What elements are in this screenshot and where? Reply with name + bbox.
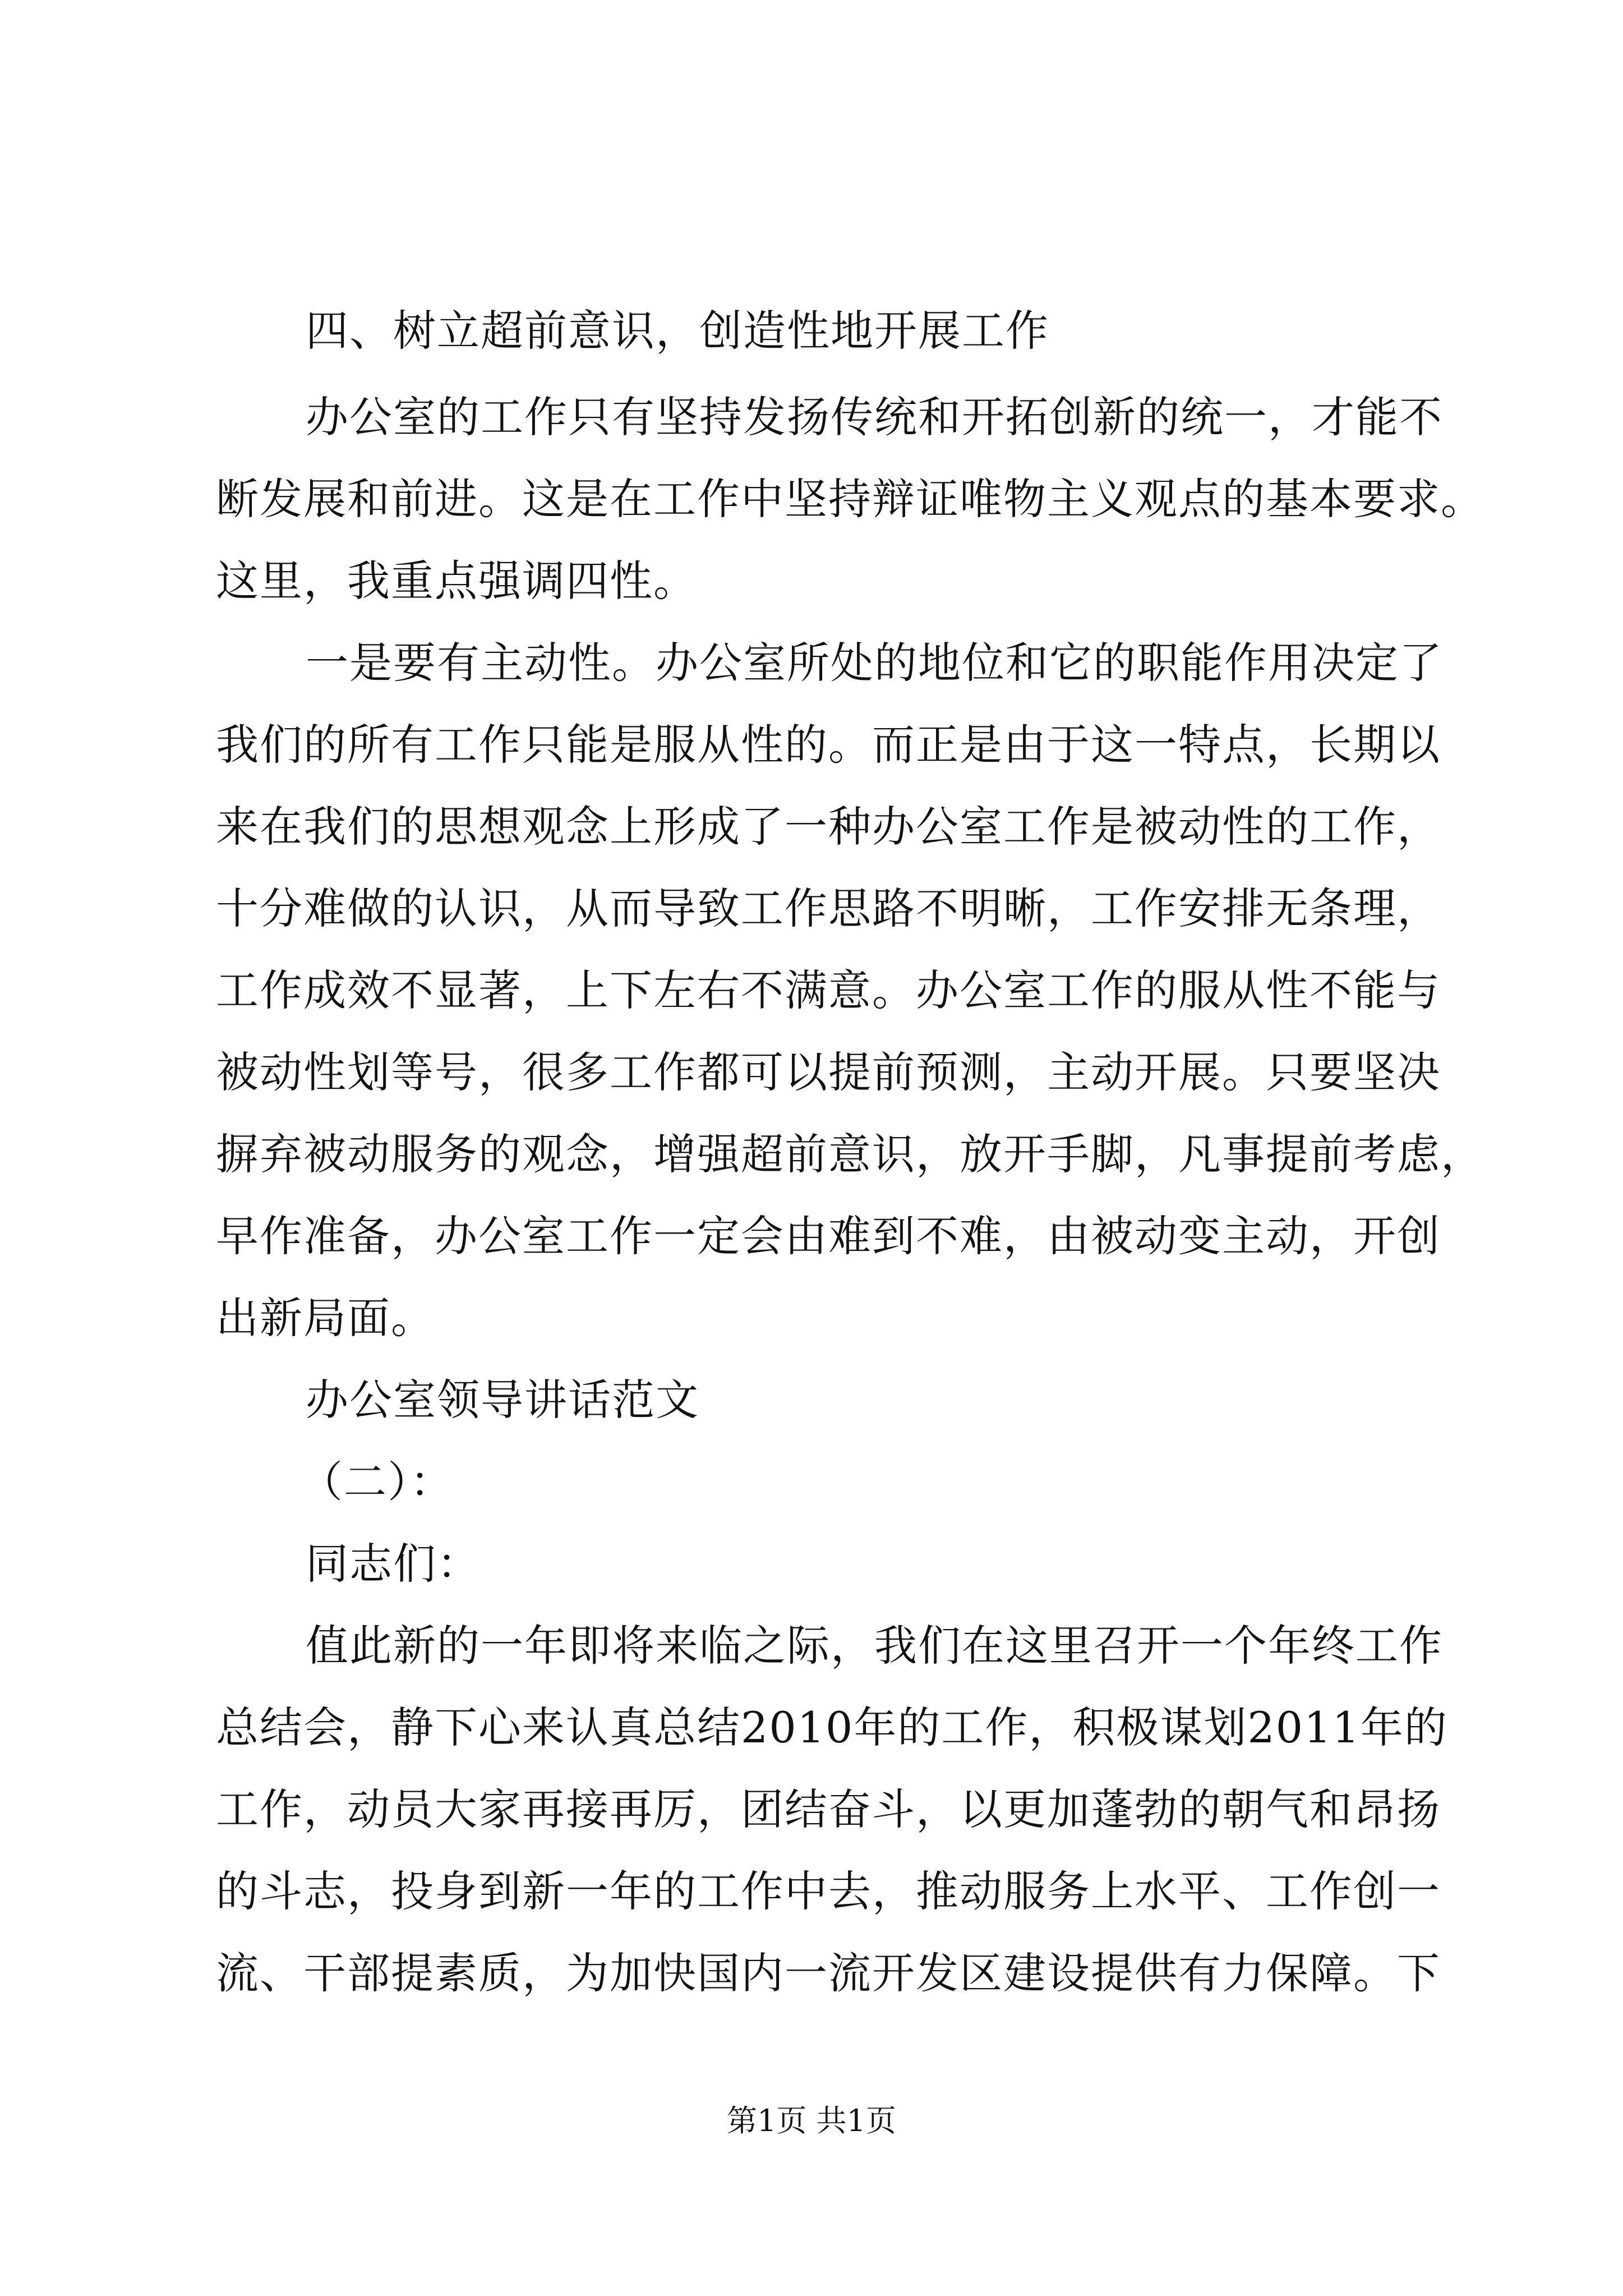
paragraph-line: 摒弃被动服务的观念，增强超前意识，放开手脚，凡事提前考虑， — [216, 1129, 1484, 1179]
paragraph-line: 我们的所有工作只能是服从性的。而正是由于这一特点，长期以 — [216, 720, 1441, 770]
paragraph-line: 断发展和前进。这是在工作中坚持辩证唯物主义观点的基本要求。 — [216, 474, 1484, 524]
paragraph-line: 总结会，静下心来认真总结2010年的工作，积极谋划2011年的 — [216, 1703, 1448, 1752]
paragraph-line: 工作成效不显著，上下左右不满意。办公室工作的服从性不能与 — [216, 965, 1441, 1015]
paragraph-line: 十分难做的认识，从而导致工作思路不明晰，工作安排无条理， — [216, 884, 1441, 933]
paragraph-line: 流、干部提素质，为加快国内一流开发区建设提供有力保障。下 — [216, 1948, 1441, 1998]
paragraph-line: 值此新的一年即将来临之际，我们在这里召开一个年终工作 — [306, 1621, 1443, 1671]
paragraph-line: 早作准备，办公室工作一定会由难到不难，由被动变主动，开创 — [216, 1211, 1441, 1261]
paragraph-line: 一是要有主动性。办公室所处的地位和它的职能作用决定了 — [306, 638, 1443, 688]
paragraph-line: 这里，我重点强调四性。 — [216, 556, 697, 606]
paragraph-line: 被动性划等号，很多工作都可以提前预测，主动开展。只要坚决 — [216, 1047, 1441, 1097]
page-number-footer: 第1页 共1页 — [727, 2103, 896, 2138]
salutation-line: 同志们： — [306, 1539, 481, 1589]
paragraph-line: 的斗志，投身到新一年的工作中去，推动服务上水平、工作创一 — [216, 1866, 1441, 1916]
subtitle-line: 办公室领导讲话范文 — [306, 1375, 699, 1425]
paragraph-line: 工作，动员大家再接再厉，团结奋斗，以更加蓬勃的朝气和昂扬 — [216, 1784, 1441, 1834]
paragraph-line: 来在我们的思想观念上形成了一种办公室工作是被动性的工作， — [216, 802, 1441, 852]
paragraph-line: 办公室的工作只有坚持发扬传统和开拓创新的统一，才能不 — [306, 392, 1443, 442]
paragraph-line: 出新局面。 — [216, 1293, 435, 1343]
section-heading: 四、树立超前意识，创造性地开展工作 — [306, 306, 1049, 356]
subtitle-line: （二）： — [300, 1457, 454, 1507]
